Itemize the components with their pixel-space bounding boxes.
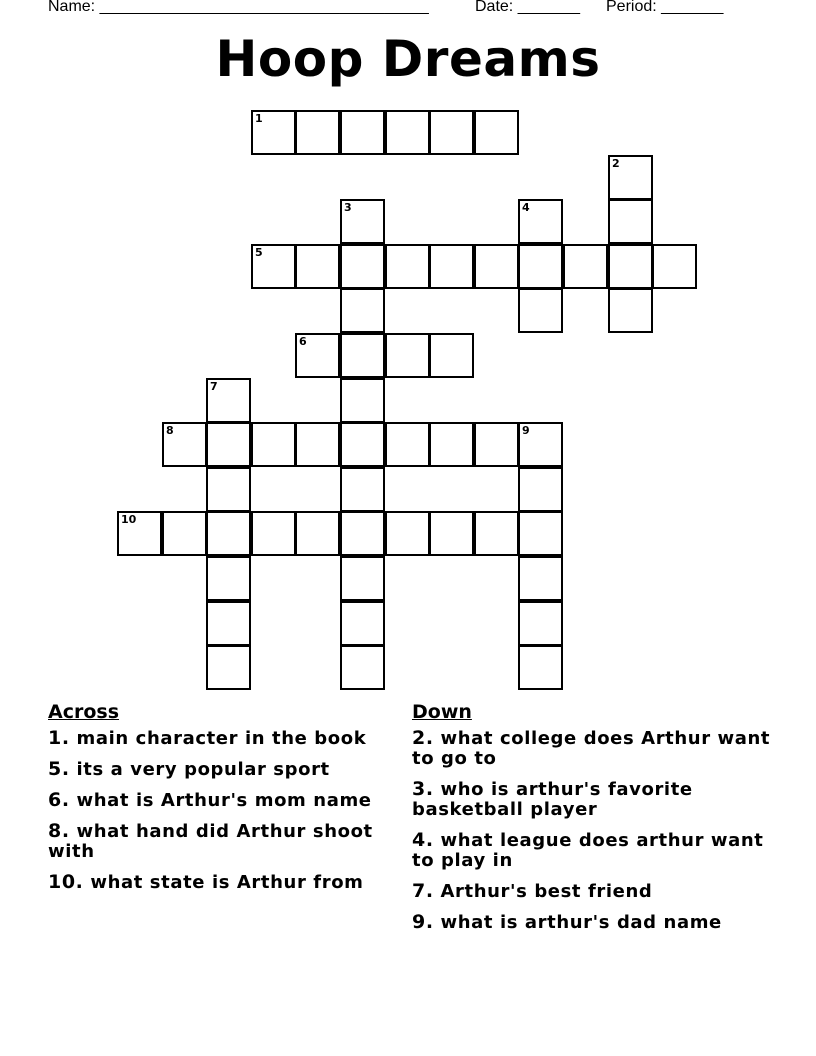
clue-text: its a very popular sport <box>76 759 330 780</box>
crossword-cell[interactable] <box>295 511 340 556</box>
crossword-cell[interactable] <box>251 422 296 467</box>
cell-number: 1 <box>255 112 263 125</box>
crossword-cell[interactable] <box>206 556 251 601</box>
down-heading: Down <box>412 701 472 723</box>
cell-number: 10 <box>121 513 137 526</box>
clue-text: main character in the book <box>76 728 367 749</box>
clue-number: 3. <box>412 778 434 800</box>
crossword-cell[interactable] <box>429 333 474 378</box>
crossword-cell[interactable] <box>340 601 385 646</box>
clue-number: 7. <box>412 880 434 902</box>
crossword-cell[interactable] <box>340 422 385 467</box>
date-field[interactable]: Date: _______ <box>475 0 580 15</box>
crossword-cell[interactable] <box>429 422 474 467</box>
crossword-cell[interactable] <box>340 511 385 556</box>
cell-number: 4 <box>522 201 530 214</box>
name-field[interactable]: Name: _____________________________________ <box>48 0 429 15</box>
clue-across-8 <box>48 821 393 862</box>
clue-text: what state is Arthur from <box>90 872 364 893</box>
crossword-cell[interactable] <box>340 199 385 244</box>
clue-across-1 <box>48 728 393 749</box>
crossword-cell[interactable] <box>117 511 162 556</box>
crossword-cell[interactable] <box>474 511 519 556</box>
crossword-cell[interactable] <box>429 244 474 289</box>
crossword-cell[interactable] <box>518 422 563 467</box>
cell-number: 3 <box>344 201 352 214</box>
clue-text: what league does arthur want to play in <box>412 830 764 871</box>
crossword-cell[interactable] <box>385 110 430 155</box>
crossword-cell[interactable] <box>295 422 340 467</box>
cell-number: 5 <box>255 246 263 259</box>
crossword-cell[interactable] <box>251 110 296 155</box>
clue-text: Arthur's best friend <box>440 881 653 902</box>
crossword-cell[interactable] <box>206 378 251 423</box>
crossword-cell[interactable] <box>162 422 207 467</box>
crossword-cell[interactable] <box>518 467 563 512</box>
crossword-cell[interactable] <box>429 511 474 556</box>
clue-text: what college does Arthur want to go to <box>412 728 771 769</box>
crossword-cell[interactable] <box>518 288 563 333</box>
clue-across-10 <box>48 872 393 893</box>
crossword-cell[interactable] <box>608 288 653 333</box>
clue-number: 4. <box>412 829 434 851</box>
crossword-cell[interactable] <box>608 199 653 244</box>
crossword-cell[interactable] <box>385 244 430 289</box>
crossword-cell[interactable] <box>518 601 563 646</box>
clue-number: 8. <box>48 820 70 842</box>
page-title: Hoop Dreams <box>215 30 601 88</box>
crossword-cell[interactable] <box>251 511 296 556</box>
crossword-cell[interactable] <box>518 199 563 244</box>
crossword-cell[interactable] <box>206 601 251 646</box>
crossword-cell[interactable] <box>518 556 563 601</box>
crossword-cell[interactable] <box>385 333 430 378</box>
clue-down-7 <box>412 881 772 902</box>
crossword-cell[interactable] <box>518 511 563 556</box>
crossword-cell[interactable] <box>340 288 385 333</box>
crossword-cell[interactable] <box>340 333 385 378</box>
clue-number: 10. <box>48 871 84 893</box>
cell-number: 9 <box>522 424 530 437</box>
clue-number: 5. <box>48 758 70 780</box>
crossword-cell[interactable] <box>340 244 385 289</box>
clue-down-4 <box>412 830 772 871</box>
clue-number: 9. <box>412 911 434 933</box>
down-clues <box>412 700 772 943</box>
crossword-cell[interactable] <box>608 244 653 289</box>
crossword-cell[interactable] <box>474 244 519 289</box>
clue-text: what hand did Arthur shoot with <box>48 821 373 862</box>
crossword-cell[interactable] <box>608 155 653 200</box>
clue-across-6 <box>48 790 393 811</box>
crossword-cell[interactable] <box>162 511 207 556</box>
clue-number: 6. <box>48 789 70 811</box>
clue-down-3 <box>412 779 772 820</box>
crossword-cell[interactable] <box>251 244 296 289</box>
clue-down-2 <box>412 728 772 769</box>
crossword-cell[interactable] <box>474 422 519 467</box>
crossword-cell[interactable] <box>563 244 608 289</box>
crossword-cell[interactable] <box>652 244 697 289</box>
crossword-cell[interactable] <box>295 244 340 289</box>
crossword-cell[interactable] <box>518 244 563 289</box>
crossword-cell[interactable] <box>206 422 251 467</box>
crossword-cell[interactable] <box>385 511 430 556</box>
crossword-cell[interactable] <box>340 467 385 512</box>
clue-across-5 <box>48 759 393 780</box>
crossword-cell[interactable] <box>474 110 519 155</box>
crossword-cell[interactable] <box>340 378 385 423</box>
cell-number: 6 <box>299 335 307 348</box>
cell-number: 8 <box>166 424 174 437</box>
crossword-cell[interactable] <box>340 556 385 601</box>
crossword-cell[interactable] <box>295 333 340 378</box>
clue-down-9 <box>412 912 772 933</box>
clue-number: 2. <box>412 727 434 749</box>
clue-text: what is Arthur's mom name <box>76 790 372 811</box>
crossword-cell[interactable] <box>206 645 251 690</box>
crossword-cell[interactable] <box>429 110 474 155</box>
crossword-cell[interactable] <box>385 422 430 467</box>
crossword-cell[interactable] <box>206 511 251 556</box>
across-heading: Across <box>48 701 120 723</box>
crossword-cell[interactable] <box>340 110 385 155</box>
cell-number: 7 <box>210 380 218 393</box>
clue-text: what is arthur's dad name <box>440 912 722 933</box>
clue-text: who is arthur's favorite basketball player <box>412 779 693 820</box>
cell-number: 2 <box>612 157 620 170</box>
across-clues <box>48 700 393 903</box>
period-field[interactable]: Period: _______ <box>606 0 724 15</box>
crossword-cell[interactable] <box>295 110 340 155</box>
crossword-cell[interactable] <box>206 467 251 512</box>
crossword-cell[interactable] <box>340 645 385 690</box>
crossword-cell[interactable] <box>518 645 563 690</box>
clue-number: 1. <box>48 727 70 749</box>
